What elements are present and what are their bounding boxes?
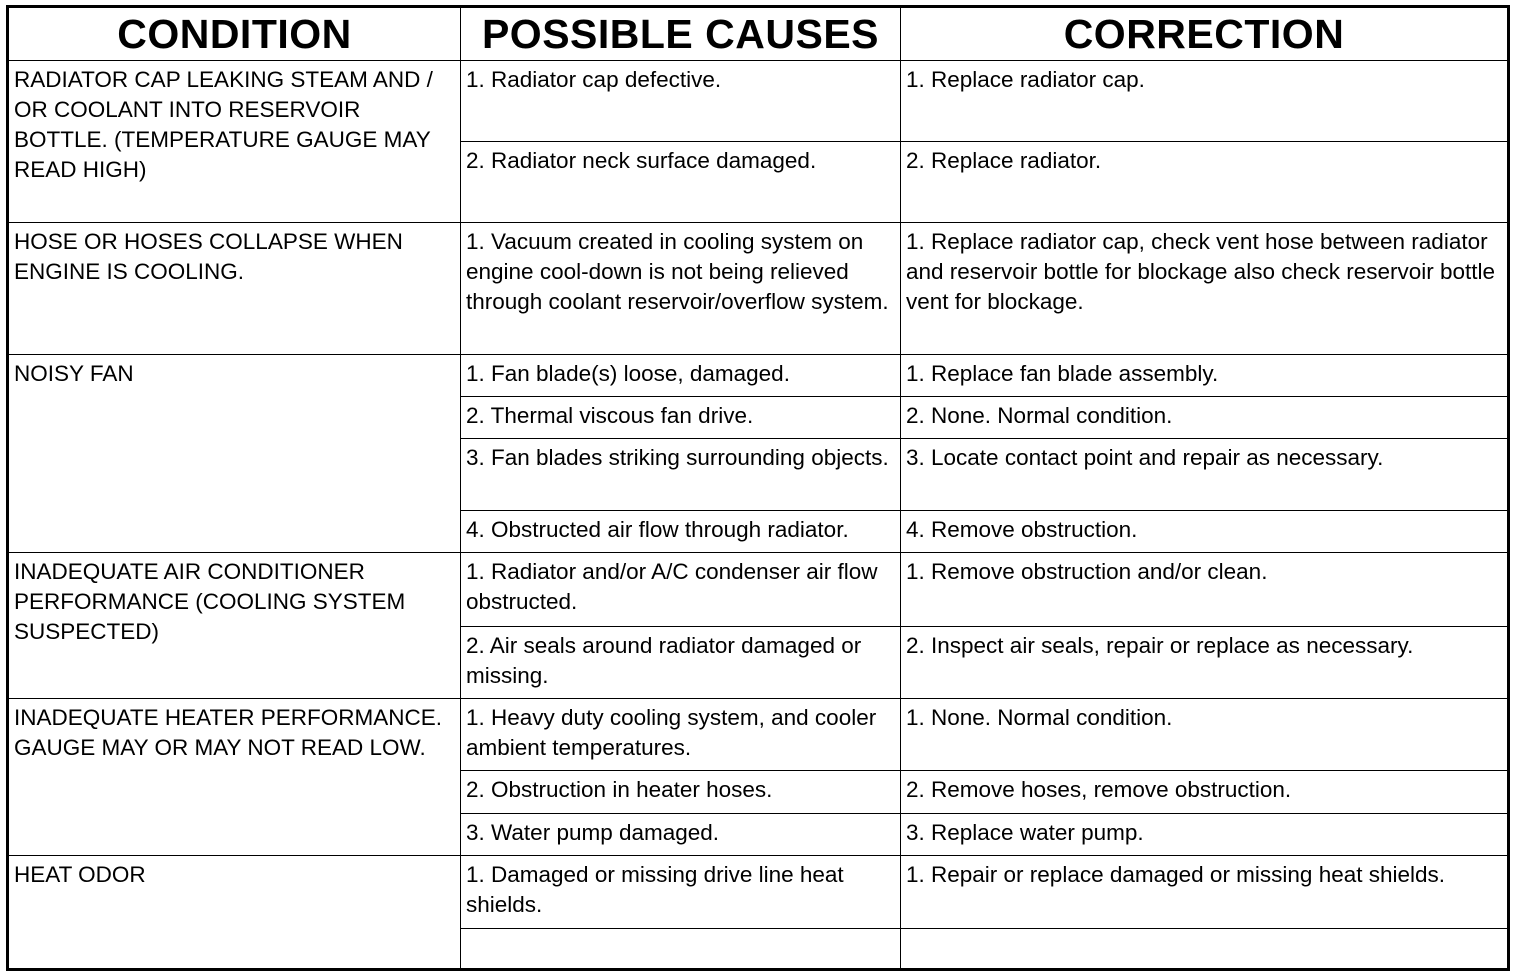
table-row xyxy=(8,553,1509,626)
correction-cell: 2. Inspect air seals, repair or replace as necessary. xyxy=(901,626,1509,698)
condition-cell: INADEQUATE HEATER PERFORMANCE. GAUGE MAY OR MAY NOT READ LOW. xyxy=(8,698,461,855)
cause-cell: 1. Vacuum created in cooling system on engine cool-down is not being relieved through coolant reservoir/overflow system. xyxy=(461,223,901,355)
condition-cell: INADEQUATE AIR CONDITIONER PERFORMANCE (COOLING SYSTEM SUSPECTED) xyxy=(8,553,461,698)
table-row xyxy=(8,223,1509,355)
correction-cell xyxy=(901,928,1509,969)
condition-cell: HEAT ODOR xyxy=(8,855,461,969)
correction-cell: 3. Locate contact point and repair as necessary. xyxy=(901,439,1509,511)
cause-cell: 3. Fan blades striking surrounding objects. xyxy=(461,439,901,511)
cause-cell: 1. Radiator cap defective. xyxy=(461,61,901,142)
correction-cell: 1. Replace fan blade assembly. xyxy=(901,355,1509,397)
cause-cell: 1. Fan blade(s) loose, damaged. xyxy=(461,355,901,397)
correction-cell: 1. Replace radiator cap, check vent hose between radiator and reservoir bottle for blockage also check reservoir bottle vent for blockage. xyxy=(901,223,1509,355)
cause-cell xyxy=(461,928,901,969)
condition-cell: NOISY FAN xyxy=(8,355,461,553)
table-row xyxy=(8,355,1509,397)
header-row xyxy=(8,7,1509,61)
correction-cell: 1. None. Normal condition. xyxy=(901,698,1509,770)
cause-cell: 4. Obstructed air flow through radiator. xyxy=(461,511,901,553)
cause-cell: 2. Obstruction in heater hoses. xyxy=(461,770,901,813)
header-condition: CONDITION xyxy=(8,7,461,61)
header-possible-causes: POSSIBLE CAUSES xyxy=(461,7,901,61)
header-correction: CORRECTION xyxy=(901,7,1509,61)
table-row xyxy=(8,61,1509,142)
cause-cell: 3. Water pump damaged. xyxy=(461,813,901,855)
table-row xyxy=(8,855,1509,928)
cause-cell: 2. Radiator neck surface damaged. xyxy=(461,142,901,223)
correction-cell: 2. Replace radiator. xyxy=(901,142,1509,223)
cause-cell: 1. Heavy duty cooling system, and cooler ambient temperatures. xyxy=(461,698,901,770)
condition-cell: RADIATOR CAP LEAKING STEAM AND / OR COOLANT INTO RESERVOIR BOTTLE. (TEMPERATURE GAUGE MAY READ HIGH) xyxy=(8,61,461,223)
table-row xyxy=(8,698,1509,770)
cause-cell: 1. Radiator and/or A/C condenser air flow obstructed. xyxy=(461,553,901,626)
correction-cell: 1. Repair or replace damaged or missing heat shields. xyxy=(901,855,1509,928)
correction-cell: 2. Remove hoses, remove obstruction. xyxy=(901,770,1509,813)
correction-cell: 3. Replace water pump. xyxy=(901,813,1509,855)
correction-cell: 1. Remove obstruction and/or clean. xyxy=(901,553,1509,626)
cause-cell: 2. Air seals around radiator damaged or missing. xyxy=(461,626,901,698)
diagnosis-table xyxy=(6,5,1510,971)
condition-cell: HOSE OR HOSES COLLAPSE WHEN ENGINE IS COOLING. xyxy=(8,223,461,355)
cause-cell: 2. Thermal viscous fan drive. xyxy=(461,397,901,439)
correction-cell: 2. None. Normal condition. xyxy=(901,397,1509,439)
correction-cell: 4. Remove obstruction. xyxy=(901,511,1509,553)
cause-cell: 1. Damaged or missing drive line heat shields. xyxy=(461,855,901,928)
correction-cell: 1. Replace radiator cap. xyxy=(901,61,1509,142)
